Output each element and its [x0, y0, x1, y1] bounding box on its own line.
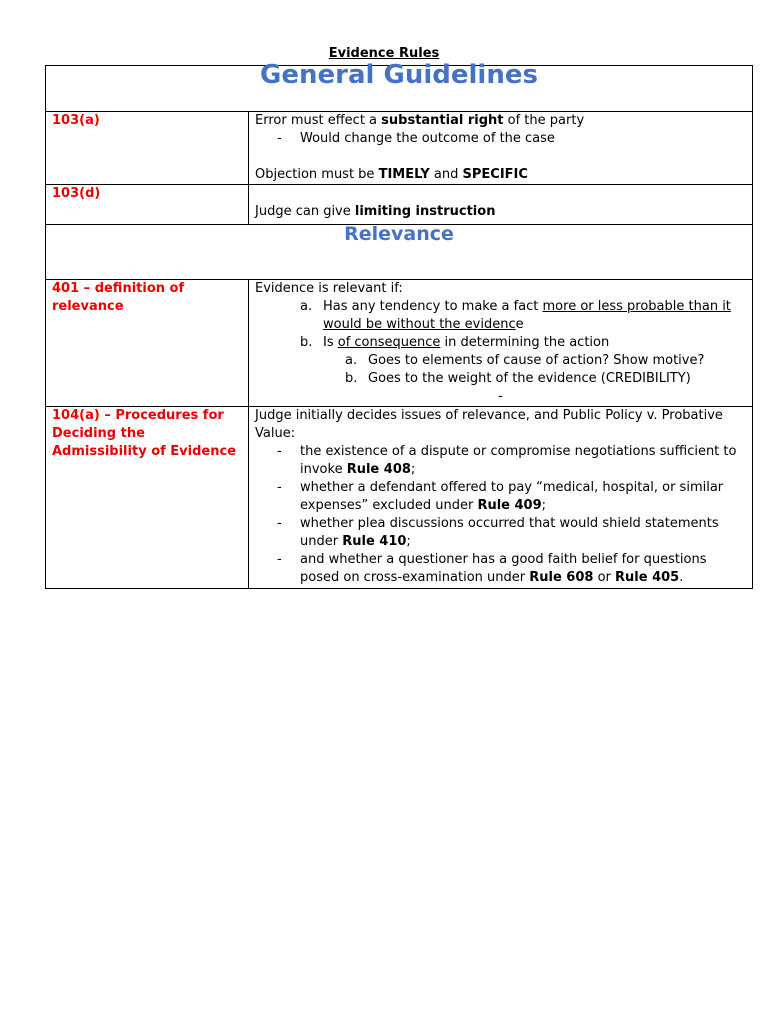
section-heading-general: General Guidelines: [46, 66, 753, 112]
list-item: a. Goes to elements of cause of action? Show motive?: [345, 353, 705, 368]
section-heading-relevance: Relevance: [46, 225, 753, 280]
rule-body-401: Evidence is relevant if: a. Has any tendency to make a fact more or less probable than it would be without the evidence b. Is of consequence in determining the action a. Goes to elements of cause of action? Show motive? b. Goes to the weight of the evidence (CREDIBILITY) -: [249, 280, 753, 407]
rule-body-103d: Judge can give limiting instruction: [249, 185, 753, 225]
section-row-relevance: [46, 225, 753, 280]
table-row-103a: [46, 112, 753, 185]
list-item: b. Is of consequence in determining the action a. Goes to elements of cause of action? Show motive? b. Goes to the weight of the evidence (CREDIBILITY): [255, 334, 746, 388]
table-row-401: [46, 280, 753, 407]
list-item: a. Has any tendency to make a fact more or less probable than it would be without the evidence: [300, 299, 731, 332]
rule-label-104a: 104(a) – Procedures for Deciding the Admissibility of Evidence: [46, 407, 249, 589]
list-item: - and whether a questioner has a good faith belief for questions posed on cross-examination under Rule 608 or Rule 405.: [255, 551, 746, 587]
list-item: - whether plea discussions occurred that would shield statements under Rule 410;: [255, 515, 746, 551]
list-item: - Would change the outcome of the case: [255, 130, 746, 148]
rule-body-103a: Error must effect a substantial right of the party - Would change the outcome of the case Objection must be TIMELY and SPECIFIC: [249, 112, 753, 185]
list-item: b. Goes to the weight of the evidence (CREDIBILITY): [345, 371, 691, 386]
table-row-104a: [46, 407, 753, 589]
rules-table: [45, 60, 753, 589]
rule-label-401: 401 – definition of relevance: [46, 280, 249, 407]
table-row-103d: [46, 185, 753, 225]
rule-label-103d: 103(d): [46, 185, 249, 225]
rule-label-103a: 103(a): [46, 112, 249, 185]
list-item: - whether a defendant offered to pay “medical, hospital, or similar expenses” excluded under Rule 409;: [255, 479, 746, 515]
section-row-general: [46, 66, 753, 112]
list-item: - the existence of a dispute or compromise negotiations sufficient to invoke Rule 408;: [255, 443, 746, 479]
document-title: Evidence Rules: [328, 46, 440, 61]
rule-body-104a: Judge initially decides issues of relevance, and Public Policy v. Probative Value: - the existence of a dispute or compromise negotiations sufficient to invoke Rule 408; - whether a defendant offered to pay “medical, hospital, or similar expenses” excluded under Rule 409; - whether plea discussions occurred that would shield statements under Rule 410; - and whether a questioner has a good faith belief for questions posed on cross-examination under Rule 608 or Rule 405.: [249, 407, 753, 589]
